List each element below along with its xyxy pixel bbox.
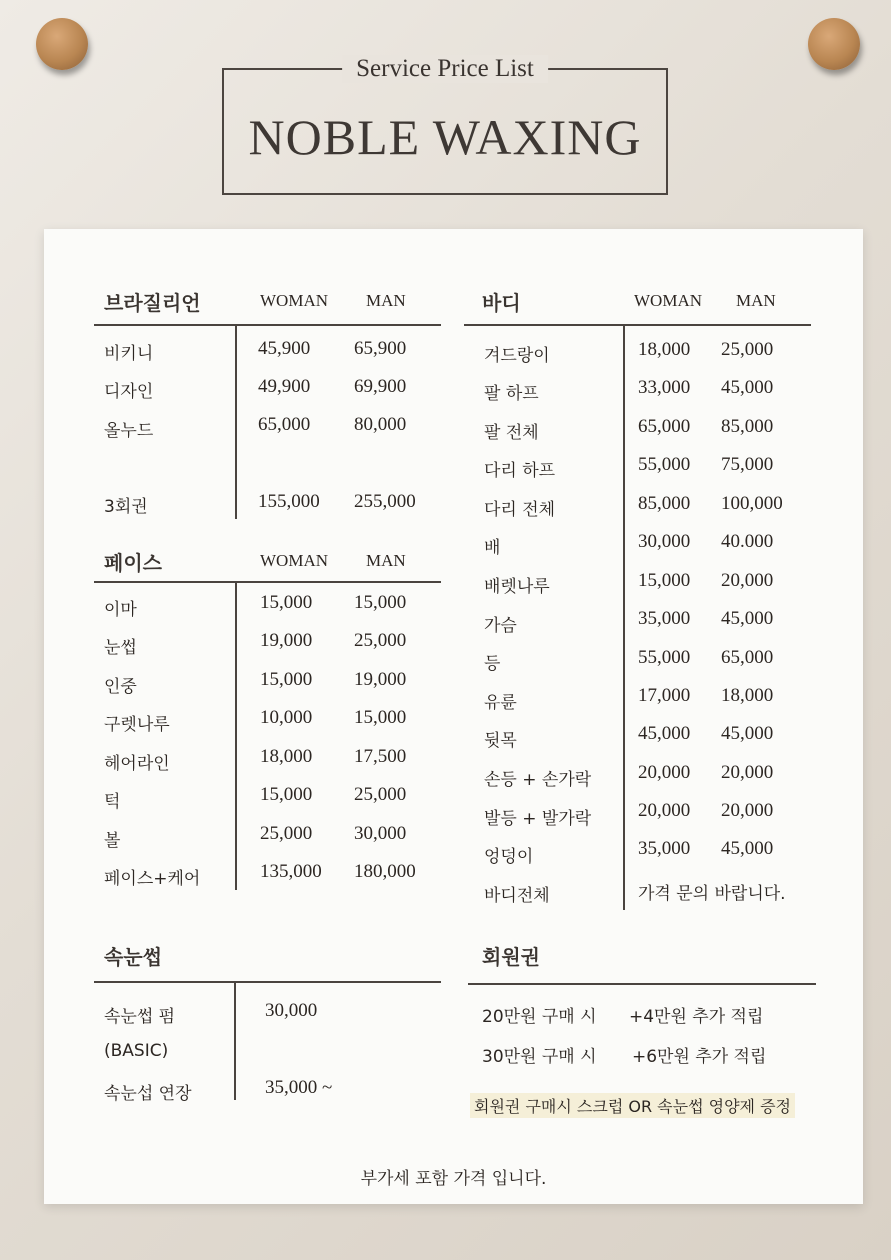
body-row-woman: 55,000 (638, 647, 691, 668)
brazilian-man-header: MAN (366, 291, 406, 310)
body-row-woman: 55,000 (638, 454, 691, 475)
body-row-man: 40.000 (721, 531, 774, 552)
face-row-man: 30,000 (354, 823, 407, 844)
brazilian-row-man: 80,000 (354, 414, 407, 435)
brazilian-row-woman: 45,900 (258, 338, 311, 359)
face-row-man: 19,000 (354, 669, 407, 690)
eyelash-row-name: (BASIC) (104, 1041, 169, 1061)
brazilian-woman-header: WOMAN (260, 291, 328, 310)
body-row-woman: 35,000 (638, 608, 691, 629)
body-row-name: 팔 전체 (484, 423, 539, 443)
body-row-man: 75,000 (721, 454, 774, 475)
body-row-man: 20,000 (721, 762, 774, 783)
brazilian-row-man: 69,900 (354, 376, 407, 397)
face-row-name: 구렛나루 (104, 715, 170, 735)
header-box (222, 55, 668, 195)
face-row-man: 17,500 (354, 746, 407, 767)
face-row-woman: 18,000 (260, 746, 313, 767)
eyelash-title: 속눈썹 (104, 945, 162, 969)
eyelash-row-name: 속눈섭 연장 (104, 1084, 192, 1104)
face-row-man: 180,000 (354, 861, 416, 882)
membership-row-bonus: +6만원 추가 적립 (632, 1047, 767, 1067)
body-man-header: MAN (736, 291, 776, 310)
body-row-woman: 30,000 (638, 531, 691, 552)
body-row-man: 20,000 (721, 570, 774, 591)
brazilian-row-name: 3회권 (104, 497, 148, 517)
body-row-man: 20,000 (721, 800, 774, 821)
vat-note: 부가세 포함 가격 입니다. (360, 1169, 547, 1189)
body-row-man: 85,000 (721, 416, 774, 437)
face-man-header: MAN (366, 551, 406, 570)
body-row-woman: 65,000 (638, 416, 691, 437)
face-title: 페이스 (104, 551, 162, 575)
body-row-name: 가슴 (484, 616, 517, 636)
face-row-man: 15,000 (354, 592, 407, 613)
eyelash-row-price: 35,000 ~ (265, 1077, 333, 1098)
face-row-woman: 25,000 (260, 823, 313, 844)
body-row-woman: 20,000 (638, 800, 691, 821)
brazilian-row-man: 255,000 (354, 491, 416, 512)
face-rule (94, 581, 441, 583)
face-row-woman: 10,000 (260, 707, 313, 728)
body-woman-header: WOMAN (634, 291, 702, 310)
pin-left (36, 18, 88, 70)
pin-right (808, 18, 860, 70)
body-row-name: 발등 + 발가락 (484, 809, 592, 829)
face-row-name: 턱 (104, 792, 121, 812)
body-row-name: 다리 전체 (484, 500, 556, 520)
body-row-name: 뒷목 (484, 731, 517, 751)
body-row-woman: 20,000 (638, 762, 691, 783)
body-row-name: 겨드랑이 (484, 346, 550, 366)
header-subtitle: Service Price List (342, 55, 548, 83)
face-row-woman: 19,000 (260, 630, 313, 651)
body-row-name: 배렛나루 (484, 577, 550, 597)
brazilian-row-woman: 49,900 (258, 376, 311, 397)
body-row-man: 45,000 (721, 377, 774, 398)
face-row-name: 인중 (104, 677, 137, 697)
body-row-woman: 35,000 (638, 838, 691, 859)
body-row-woman: 17,000 (638, 685, 691, 706)
body-row-man: 18,000 (721, 685, 774, 706)
membership-title: 회원권 (482, 945, 540, 969)
body-title: 바디 (482, 291, 521, 315)
face-row-woman: 15,000 (260, 592, 313, 613)
brazilian-row-woman: 65,000 (258, 414, 311, 435)
brazilian-row-name: 디자인 (104, 382, 154, 402)
body-row-woman: 45,000 (638, 723, 691, 744)
membership-row-bonus: +4만원 추가 적립 (629, 1007, 764, 1027)
body-row-man: 45,000 (721, 608, 774, 629)
brazilian-row-woman: 155,000 (258, 491, 320, 512)
brazilian-row-man: 65,900 (354, 338, 407, 359)
brazilian-rule (94, 324, 441, 326)
face-row-name: 페이스+케어 (104, 869, 201, 889)
body-row-name: 다리 하프 (484, 461, 556, 481)
brand-title: NOBLE WAXING (248, 109, 642, 165)
price-sheet (44, 229, 863, 1204)
membership-row-name: 30만원 구매 시 (482, 1047, 597, 1067)
body-row-man: 65,000 (721, 647, 774, 668)
eyelash-divider (234, 983, 236, 1100)
body-rule (464, 324, 811, 326)
face-row-woman: 15,000 (260, 669, 313, 690)
face-row-woman: 15,000 (260, 784, 313, 805)
body-row-woman: 33,000 (638, 377, 691, 398)
body-row-woman: 85,000 (638, 493, 691, 514)
body-row-name: 배 (484, 538, 501, 558)
body-full-price: 가격 문의 바랍니다. (638, 884, 786, 904)
body-full-name: 바디전체 (484, 886, 550, 906)
body-row-name: 등 (484, 654, 501, 674)
body-row-man: 45,000 (721, 838, 774, 859)
face-row-name: 눈썹 (104, 638, 137, 658)
body-row-man: 25,000 (721, 339, 774, 360)
face-row-name: 볼 (104, 831, 121, 851)
face-row-man: 25,000 (354, 784, 407, 805)
brazilian-divider (235, 326, 237, 519)
body-row-name: 팔 하프 (484, 384, 539, 404)
brazilian-row-name: 올누드 (104, 421, 154, 441)
body-row-woman: 18,000 (638, 339, 691, 360)
body-divider (623, 326, 625, 910)
face-woman-header: WOMAN (260, 551, 328, 570)
eyelash-row-name: 속눈썹 펌 (104, 1007, 176, 1027)
face-row-name: 헤어라인 (104, 754, 170, 774)
face-row-name: 이마 (104, 600, 137, 620)
body-row-woman: 15,000 (638, 570, 691, 591)
body-row-man: 100,000 (721, 493, 783, 514)
body-row-man: 45,000 (721, 723, 774, 744)
brazilian-title: 브라질리언 (104, 291, 201, 315)
body-row-name: 엉덩이 (484, 847, 534, 867)
membership-row-name: 20만원 구매 시 (482, 1007, 597, 1027)
body-row-name: 유륜 (484, 693, 517, 713)
eyelash-row-price: 30,000 (265, 1000, 318, 1021)
face-row-woman: 135,000 (260, 861, 322, 882)
eyelash-rule (94, 981, 441, 983)
brazilian-row-name: 비키니 (104, 344, 154, 364)
face-row-man: 25,000 (354, 630, 407, 651)
membership-gift-note: 회원권 구매시 스크럽 OR 속눈썹 영양제 증정 (470, 1093, 795, 1118)
face-divider (235, 583, 237, 890)
body-row-name: 손등 + 손가락 (484, 770, 592, 790)
face-row-man: 15,000 (354, 707, 407, 728)
membership-rule (468, 983, 816, 985)
